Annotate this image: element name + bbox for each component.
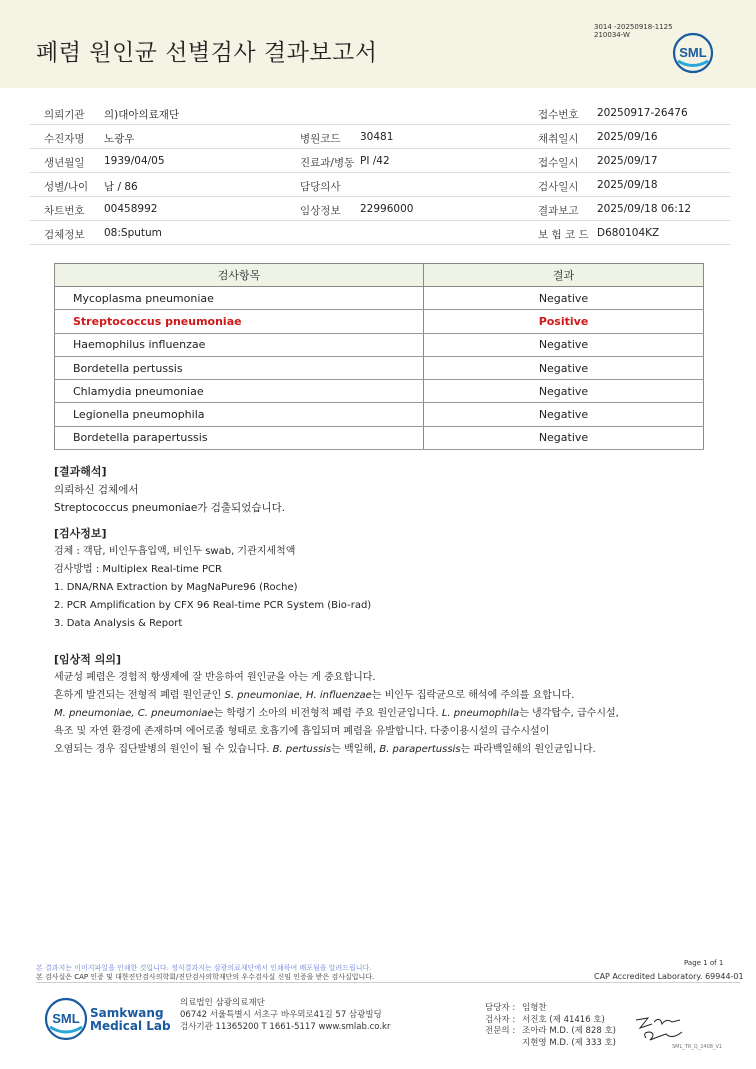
clinical-line: 오염되는 경우 집단발병의 원인이 될 수 있습니다. B. pertussis는 백일해, B. parapertussis는 파라백일해의 원인균입니다. bbox=[54, 744, 596, 755]
info-value: 20250917-26476 bbox=[597, 107, 688, 119]
page-number: Page 1 of 1 bbox=[684, 959, 724, 967]
test-result: Negative bbox=[424, 287, 704, 310]
form-code: SML_TR_Q_2408_V1 bbox=[672, 1044, 723, 1050]
info-label: 임상정보 bbox=[300, 205, 341, 217]
test-result: Positive bbox=[424, 310, 704, 333]
test-item: Legionella pneumophila bbox=[55, 403, 424, 426]
info-row bbox=[30, 101, 730, 125]
info-label: 담당의사 bbox=[300, 181, 341, 193]
organization-info: 의료법인 삼광의료재단 06742 서울특별시 서초구 바우뫼로41길 57 삼광빌딩 검사기관 11365200 T 1661-5117 www.smlab.co.kr bbox=[180, 998, 391, 1032]
test-result: Negative bbox=[424, 356, 704, 379]
staff-row: 검사자 : 서진호 (제 41416 호) bbox=[485, 1014, 605, 1025]
table-header-row bbox=[55, 264, 704, 287]
test-info-line: 검체 : 객담, 비인두흡입액, 비인두 swab, 기관지세척액 bbox=[54, 546, 296, 557]
table-row bbox=[55, 287, 704, 310]
info-value: 08:Sputum bbox=[104, 227, 162, 239]
info-label: 보 험 코 드 bbox=[538, 229, 589, 241]
test-item: Bordetella pertussis bbox=[55, 356, 424, 379]
cap-accreditation: CAP Accredited Laboratory. 69944-01 bbox=[594, 972, 744, 981]
info-label: 검체정보 bbox=[44, 229, 85, 241]
test-item: Haemophilus influenzae bbox=[55, 333, 424, 356]
sml-logo-icon bbox=[44, 997, 88, 1041]
footer-divider bbox=[36, 982, 740, 983]
info-value: D680104KZ bbox=[597, 227, 660, 239]
test-result: Negative bbox=[424, 426, 704, 449]
info-value: 2025/09/18 bbox=[597, 179, 658, 191]
info-row bbox=[30, 125, 730, 149]
test-info-line: 1. DNA/RNA Extraction by MagNaPure96 (Roche) bbox=[54, 582, 298, 593]
info-value: 의)대아의료재단 bbox=[104, 109, 180, 121]
info-label: 접수번호 bbox=[538, 109, 579, 121]
table-row bbox=[55, 356, 704, 379]
info-label: 차트번호 bbox=[44, 205, 85, 217]
info-row bbox=[30, 221, 730, 245]
info-label: 진료과/병동 bbox=[300, 157, 355, 169]
column-header-result: 결과 bbox=[424, 264, 704, 287]
info-row bbox=[30, 197, 730, 221]
test-info-line: 검사방법 : Multiplex Real-time PCR bbox=[54, 564, 222, 575]
patient-info bbox=[30, 101, 730, 245]
info-value: 30481 bbox=[360, 131, 394, 143]
info-label: 수진자명 bbox=[44, 133, 85, 145]
section-title: [임상적 의의] bbox=[54, 653, 122, 666]
result-table bbox=[54, 263, 704, 450]
info-label: 접수일시 bbox=[538, 157, 579, 169]
info-value: PI /42 bbox=[360, 155, 390, 167]
test-item: Mycoplasma pneumoniae bbox=[55, 287, 424, 310]
print-notice: 본 결과지는 이미지파일을 인쇄한 것입니다. 정식결과지는 삼광의료재단에서 인쇄하여 배포됨을 알려드립니다. bbox=[36, 964, 372, 972]
info-label: 결과보고 bbox=[538, 205, 579, 217]
info-value: 22996000 bbox=[360, 203, 414, 215]
certification-note: 본 검사실은 CAP 인증 및 대한진단검사의학회/진단검사의학재단의 우수검사실 신임 인증을 받은 검사실입니다. bbox=[36, 973, 375, 981]
info-value: 2025/09/16 bbox=[597, 131, 658, 143]
test-item: Bordetella parapertussis bbox=[55, 426, 424, 449]
info-value: 남 / 86 bbox=[104, 181, 138, 193]
test-info-line: 3. Data Analysis & Report bbox=[54, 618, 183, 629]
report-header bbox=[0, 0, 756, 88]
interpretation-text: 의뢰하신 검체에서 bbox=[54, 484, 139, 496]
section-title: [검사정보] bbox=[54, 527, 107, 540]
table-row bbox=[55, 426, 704, 449]
clinical-line: 세균성 폐렴은 경험적 항생제에 잘 반응하여 원인균을 아는 게 중요합니다. bbox=[54, 672, 376, 683]
interpretation-section bbox=[54, 463, 285, 517]
info-label: 채취일시 bbox=[538, 133, 579, 145]
column-header-item: 검사항목 bbox=[55, 264, 424, 287]
info-value: 2025/09/18 06:12 bbox=[597, 203, 692, 215]
table-row-positive bbox=[55, 310, 704, 333]
staff-row: 담당자 : 임형찬 bbox=[485, 1003, 547, 1013]
clinical-line: M. pneumoniae, C. pneumoniae는 학령기 소아의 비전형적 폐렴 주요 원인균입니다. L. pneumophila는 냉각탑수, 급수시설, bbox=[54, 708, 619, 719]
signature-icon bbox=[632, 1012, 686, 1046]
staff-row: 전문의 : 조아라 M.D. (제 828 호) bbox=[485, 1026, 617, 1036]
report-title: 폐렴 원인균 선별검사 결과보고서 bbox=[36, 40, 378, 66]
info-value: 노광우 bbox=[104, 133, 135, 145]
test-result: Negative bbox=[424, 403, 704, 426]
logo-name: Samkwang Medical Lab bbox=[90, 1006, 171, 1033]
table-row bbox=[55, 380, 704, 403]
interpretation-text: Streptococcus pneumoniae가 검출되었습니다. bbox=[54, 502, 286, 514]
test-result: Negative bbox=[424, 380, 704, 403]
table-row bbox=[55, 403, 704, 426]
svg-text:SML: SML bbox=[52, 1011, 80, 1026]
clinical-line: 욕조 및 자연 환경에 존재하며 에어로졸 형태로 호흡기에 흡입되며 폐렴을 유발합니다. 다중이용시설의 급수시설이 bbox=[54, 726, 550, 737]
info-label: 성별/나이 bbox=[44, 181, 89, 193]
info-row bbox=[30, 173, 730, 197]
info-label: 병원코드 bbox=[300, 133, 341, 145]
test-info-line: 2. PCR Amplification by CFX 96 Real-time PCR System (Bio-rad) bbox=[54, 600, 372, 611]
clinical-line: 흔하게 발견되는 전형적 폐렴 원인균인 S. pneumoniae, H. influenzae는 비인두 집락균으로 해석에 주의를 요합니다. bbox=[54, 690, 575, 701]
staff-info bbox=[485, 1003, 616, 1049]
test-item: Streptococcus pneumoniae bbox=[55, 310, 424, 333]
svg-text:SML: SML bbox=[679, 45, 707, 60]
report-code: 3014 -20250918-1125 210034-W bbox=[594, 23, 673, 39]
test-item: Chlamydia pneumoniae bbox=[55, 380, 424, 403]
clinical-section bbox=[54, 651, 744, 759]
info-label: 생년월일 bbox=[44, 157, 85, 169]
info-label: 검사일시 bbox=[538, 181, 579, 193]
info-value: 1939/04/05 bbox=[104, 155, 165, 167]
info-value: 2025/09/17 bbox=[597, 155, 658, 167]
staff-row: 지현영 M.D. (제 333 호) bbox=[522, 1037, 617, 1048]
test-result: Negative bbox=[424, 333, 704, 356]
test-info-section bbox=[54, 525, 371, 633]
table-row bbox=[55, 333, 704, 356]
section-title: [결과해석] bbox=[54, 465, 107, 478]
info-label: 의뢰기관 bbox=[44, 109, 85, 121]
sml-logo-icon bbox=[672, 32, 714, 74]
info-value: 00458992 bbox=[104, 203, 158, 215]
info-row bbox=[30, 149, 730, 173]
